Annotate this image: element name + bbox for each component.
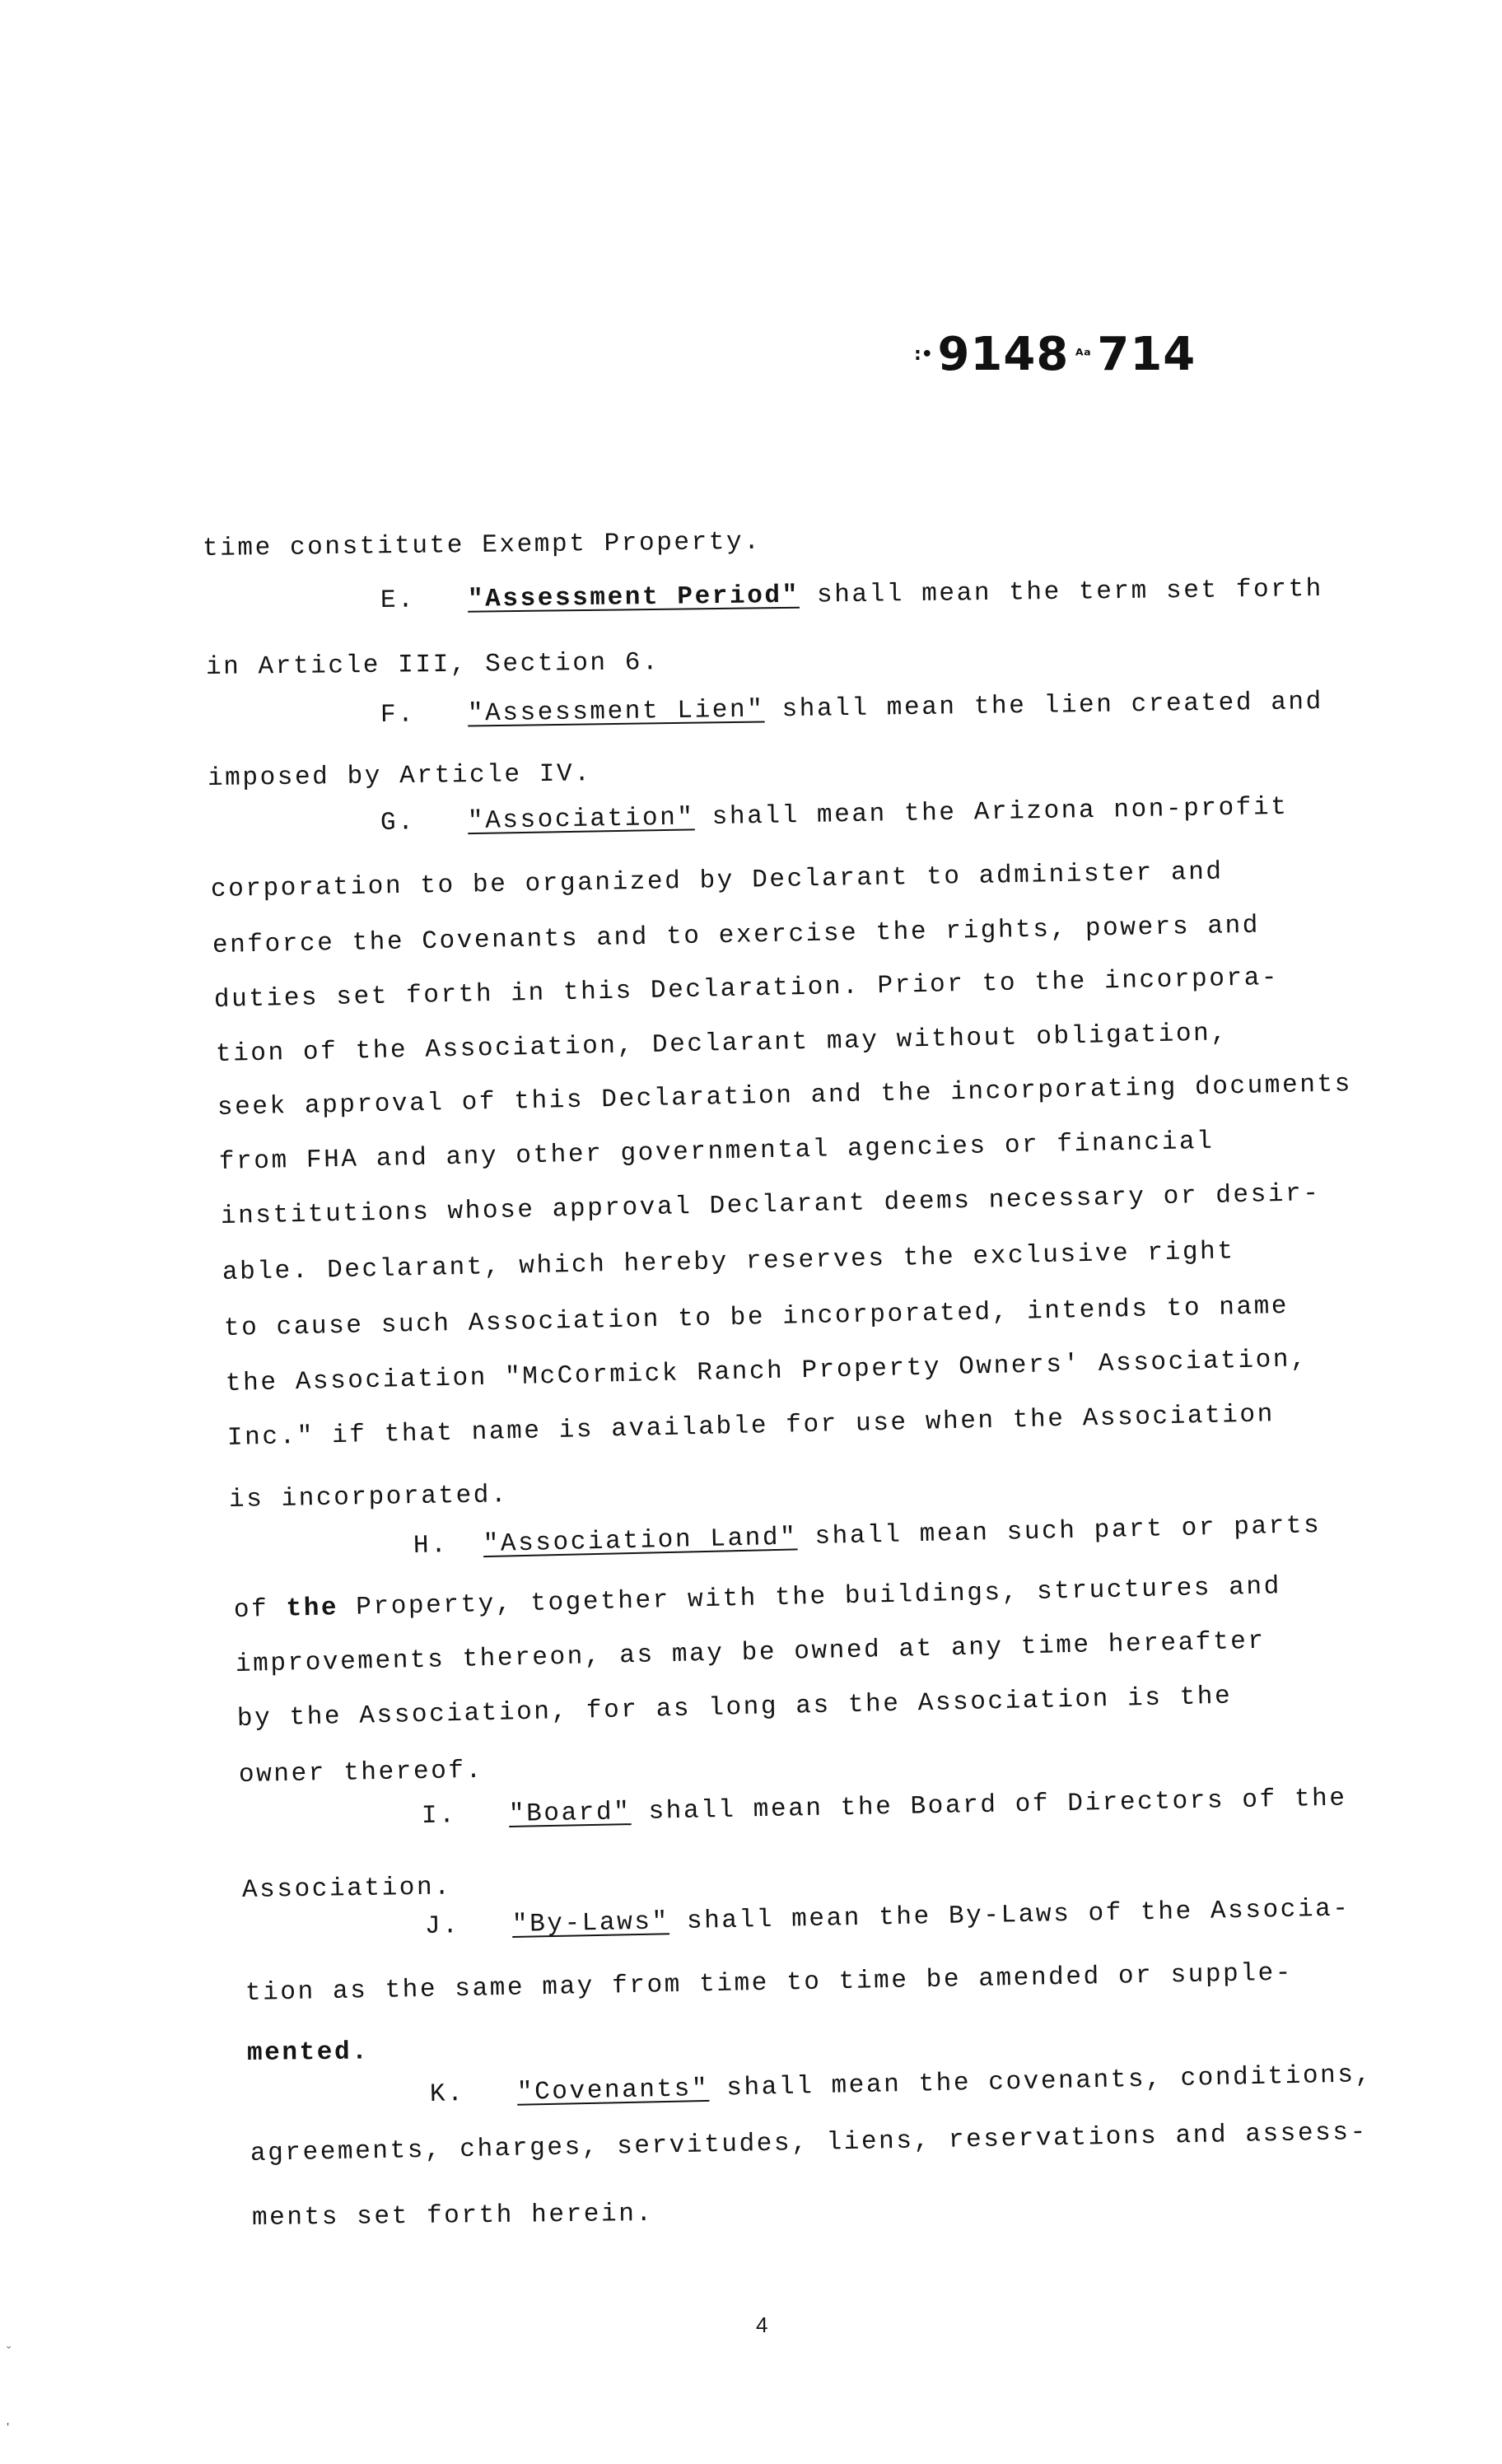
definition-k — [430, 2062, 1373, 2107]
body-line: institutions whose approval Declarant deems necessary or desir- — [220, 1179, 1321, 1231]
body-line: improvements thereon, as may be owned at any time hereafter — [235, 1626, 1266, 1679]
definition-letter: K. — [429, 2079, 465, 2109]
scan-artifact-mark: ˇ — [7, 2345, 12, 2359]
definition-text: shall mean the covenants, conditions, — [708, 2060, 1374, 2103]
body-line: Association. — [241, 1873, 452, 1905]
body-line: corporation to be organized by Declarant to administer and — [210, 857, 1224, 904]
body-text: mented. — [246, 2037, 370, 2068]
defined-term: "Covenants" — [516, 2074, 710, 2107]
defined-term: "By-Laws" — [511, 1907, 670, 1939]
body-line: tion of the Association, Declarant may without obligation, — [215, 1019, 1229, 1069]
definition-text: shall mean such part or parts — [796, 1510, 1322, 1552]
recording-stamp — [914, 328, 1196, 381]
definition-e — [380, 576, 1323, 614]
body-line: imposed by Article IV. — [207, 759, 592, 793]
body-line: in Article III, Section 6. — [205, 648, 660, 682]
definition-text: shall mean the By-Laws of the Associa- — [669, 1894, 1350, 1937]
stamp-prefix: :• — [914, 344, 933, 365]
body-line: owner thereof. — [238, 1756, 484, 1790]
defined-term: "Assessment Lien" — [467, 695, 765, 729]
definition-letter: J. — [424, 1911, 460, 1941]
body-line — [247, 2039, 370, 2066]
body-text: of — [233, 1594, 287, 1625]
defined-term: "Association Land" — [483, 1523, 798, 1560]
stamp-mark: ᴬᵃ — [1075, 344, 1091, 365]
page-number: 4 — [756, 2312, 768, 2337]
definition-letter: H. — [413, 1531, 449, 1561]
body-line — [234, 1574, 1282, 1623]
definition-f — [380, 689, 1323, 728]
definition-letter: F. — [380, 700, 416, 730]
body-text: Property, together with the buildings, structures and — [338, 1572, 1282, 1623]
body-line: tion as the same may from time to time be amended or supple- — [245, 1958, 1294, 2008]
body-line: enforce the Covenants and to exercise the rights, powers and — [212, 911, 1261, 960]
definition-h — [413, 1510, 1322, 1561]
body-text: the — [286, 1594, 339, 1624]
docket-page: 714 — [1097, 328, 1196, 381]
definition-text: shall mean the lien created and — [764, 688, 1324, 725]
definition-text: shall mean the Board of Directors of the — [631, 1784, 1347, 1827]
body-line: is incorporated. — [228, 1481, 509, 1514]
body-line: the Association "McCormick Ranch Property Owners' Association, — [225, 1345, 1308, 1398]
docket-number: 9148 — [937, 328, 1070, 381]
body-line: agreements, charges, servitudes, liens, reservations and assess- — [250, 2117, 1369, 2168]
definition-i — [422, 1785, 1347, 1829]
defined-term: "Association" — [467, 803, 695, 837]
body-line: to cause such Association to be incorporated, intends to name — [223, 1291, 1290, 1343]
body-line: from FHA and any other governmental agencies or financial — [218, 1127, 1215, 1177]
definition-letter: I. — [421, 1801, 457, 1831]
body-line: by the Association, for as long as the Association is the — [236, 1682, 1233, 1734]
body-line: time constitute Exempt Property. — [202, 527, 762, 563]
body-line: seek approval of this Declaration and the incorporating documents — [217, 1070, 1353, 1122]
definition-letter: G. — [380, 808, 416, 838]
definition-text: shall mean the Arizona non-profit — [694, 792, 1289, 833]
defined-term: "Board" — [508, 1798, 632, 1829]
body-line: duties set forth in this Declaration. Prior to the incorpora- — [213, 963, 1280, 1015]
body-line: able. Declarant, which hereby reserves the exclusive right — [222, 1237, 1235, 1287]
definition-j — [425, 1896, 1350, 1939]
body-line: Inc." if that name is available for use when the Association — [226, 1400, 1276, 1453]
body-line: ments set forth herein. — [251, 2199, 654, 2233]
defined-term: "Assessment Period" — [467, 581, 800, 614]
scan-artifact-mark: ' — [7, 2421, 10, 2435]
definition-text: shall mean the term set forth — [799, 575, 1324, 610]
definition-g — [380, 792, 1289, 838]
definition-letter: E. — [380, 586, 416, 615]
